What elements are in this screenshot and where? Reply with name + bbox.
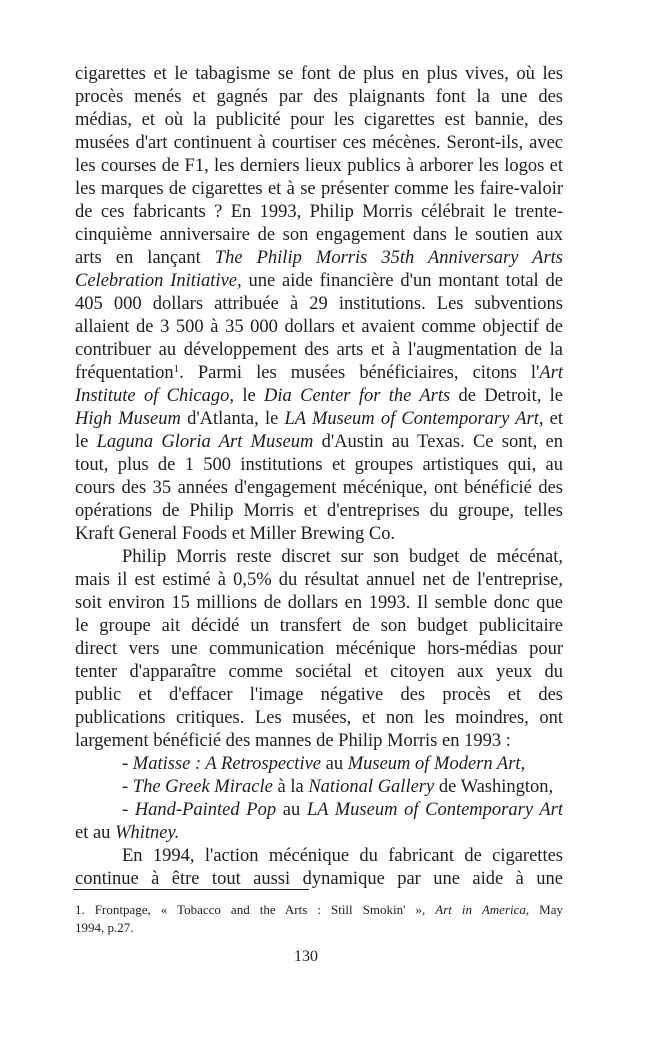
text-segment: direct vers une communication mécénique hors-médias pour — [75, 639, 563, 659]
text-line — [75, 730, 563, 753]
italic-title: Museum of Modern Art, — [347, 754, 526, 774]
text-line — [75, 477, 563, 500]
text-line — [75, 868, 563, 891]
text-segment: les marques de cigarettes et à se présenter comme les faire-valoir — [75, 179, 563, 199]
text-line — [75, 431, 563, 454]
text-segment: cours des 35 années d'engagement mécénique, ont bénéficié des — [75, 478, 563, 498]
text-segment: arts en lançant — [75, 248, 215, 268]
text-segment: , et — [538, 409, 563, 429]
italic-title: Laguna Gloria Art Museum — [96, 432, 314, 452]
footnote-separator — [73, 889, 309, 890]
italic-title: Dia Center for the Arts — [264, 386, 451, 406]
text-segment: mais il est estimé à 0,5% du résultat annuel net de l'entreprise, — [75, 570, 563, 590]
text-segment: allaient de 3 500 à 35 000 dollars et avaient comme objectif de — [75, 317, 563, 337]
text-line — [75, 224, 563, 247]
italic-title: National Gallery — [308, 777, 435, 797]
text-segment: les courses de F1, les derniers lieux publics à arborer les logos et — [75, 156, 563, 176]
text-segment: fréquentation — [75, 363, 174, 383]
text-segment: de Washington, — [434, 777, 554, 797]
italic-title: Whitney. — [115, 823, 180, 843]
italic-title: Art — [539, 363, 563, 383]
italic-title: Matisse : A Retrospective — [132, 754, 322, 774]
text-segment: 1994, p.27. — [75, 920, 134, 935]
text-line — [75, 638, 563, 661]
text-line — [75, 293, 563, 316]
text-segment: , le — [229, 386, 265, 406]
italic-title: High Museum — [75, 409, 181, 429]
footnote-line — [75, 919, 563, 937]
text-segment: - — [122, 800, 135, 820]
italic-title: Celebration Initiative, — [75, 271, 242, 291]
text-line — [75, 247, 563, 270]
text-segment: d'Austin au Texas. Ce sont, en — [313, 432, 563, 452]
text-line — [75, 339, 563, 362]
text-line — [75, 408, 563, 431]
text-segment: le — [75, 432, 97, 452]
text-segment: tout, plus de 1 500 institutions et groupes artistiques qui, au — [75, 455, 563, 475]
text-line — [75, 615, 563, 638]
text-segment: d'Atlanta, le — [180, 409, 285, 429]
text-segment: une aide financière d'un montant total de — [241, 271, 563, 291]
text-segment: - — [122, 754, 133, 774]
text-segment: contribuer au développement des arts et à l'augmentation de la — [75, 340, 563, 360]
text-segment: cigarettes et le tabagisme se font de plus en plus vives, où les — [75, 64, 563, 84]
text-line — [75, 132, 563, 155]
italic-title: The Greek Miracle — [132, 777, 273, 797]
text-line — [75, 822, 563, 845]
body-text — [75, 63, 563, 891]
text-line — [75, 707, 563, 730]
text-segment: public et d'effacer l'image négative des procès et des — [75, 685, 563, 705]
text-segment: largement bénéficié des mannes de Philip Morris en 1993 : — [75, 731, 511, 751]
text-segment: opérations de Philip Morris et d'entreprises du groupe, telles — [75, 501, 563, 521]
italic-title: Hand-Painted Pop — [134, 800, 277, 820]
text-segment: et au — [75, 823, 116, 843]
text-segment: de Detroit, le — [450, 386, 563, 406]
footnote-reference: 1 — [173, 363, 180, 375]
text-segment: médias, et où la publicité pour les cigarettes est bannie, des — [75, 110, 563, 130]
text-segment: soit environ 15 millions de dollars en 1993. Il semble donc que — [75, 593, 563, 613]
text-line — [75, 385, 563, 408]
text-segment: le groupe ait décidé un transfert de son budget publicitaire — [75, 616, 563, 636]
text-segment: 405 000 dollars attribuée à 29 institutions. Les subventions — [75, 294, 563, 314]
text-segment: . Parmi les musées bénéficiaires, citons l' — [179, 363, 540, 383]
text-line — [75, 155, 563, 178]
text-segment: continue à être tout aussi dynamique par une aide à une — [75, 869, 563, 889]
text-line — [75, 845, 563, 868]
text-line — [75, 270, 563, 293]
text-segment: Philip Morris reste discret sur son budget de mécénat, — [122, 547, 563, 567]
text-segment: cinquième anniversaire de son engagement dans le soutien aux — [75, 225, 563, 245]
text-line — [75, 316, 563, 339]
text-line — [75, 776, 563, 799]
text-segment: au — [276, 800, 307, 820]
text-line — [75, 569, 563, 592]
text-line — [75, 109, 563, 132]
text-segment: En 1994, l'action mécénique du fabricant de cigarettes — [122, 846, 563, 866]
text-segment: de ces fabricants ? En 1993, Philip Morris célébrait le trente- — [75, 202, 563, 222]
text-line — [75, 201, 563, 224]
italic-title: LA Museum of Contemporary Art — [306, 800, 563, 820]
text-line — [75, 63, 563, 86]
text-segment: tenter d'apparaître comme sociétal et citoyen aux yeux du — [75, 662, 563, 682]
footnote — [75, 901, 563, 937]
text-segment: à la — [272, 777, 309, 797]
text-line — [75, 661, 563, 684]
text-line — [75, 500, 563, 523]
italic-title: The Philip Morris 35th Anniversary Arts — [214, 248, 563, 268]
text-line — [75, 454, 563, 477]
text-line — [75, 546, 563, 569]
text-line — [75, 592, 563, 615]
page-number: 130 — [294, 948, 318, 965]
text-line — [75, 684, 563, 707]
text-segment: - — [122, 777, 133, 797]
italic-title: LA Museum of Contemporary Art — [284, 409, 539, 429]
footnote-line — [75, 901, 563, 919]
italic-title: Art in America — [435, 902, 526, 917]
text-line — [75, 178, 563, 201]
text-segment: musées d'art continuent à courtiser ces mécènes. Seront-ils, avec — [75, 133, 563, 153]
text-line — [75, 753, 563, 776]
text-segment: procès menés et gagnés par des plaignants font la une des — [75, 87, 563, 107]
text-segment: , May — [525, 902, 563, 917]
italic-title: Institute of Chicago — [75, 386, 230, 406]
text-line — [75, 86, 563, 109]
text-segment: au — [321, 754, 348, 774]
text-segment: Kraft General Foods et Miller Brewing Co. — [75, 524, 396, 544]
text-segment: publications critiques. Les musées, et non les moindres, ont — [75, 708, 563, 728]
text-line — [75, 799, 563, 822]
text-line — [75, 362, 563, 385]
text-segment: 1. Frontpage, « Tobacco and the Arts : Still Smokin' », — [75, 902, 436, 917]
text-line — [75, 523, 563, 546]
